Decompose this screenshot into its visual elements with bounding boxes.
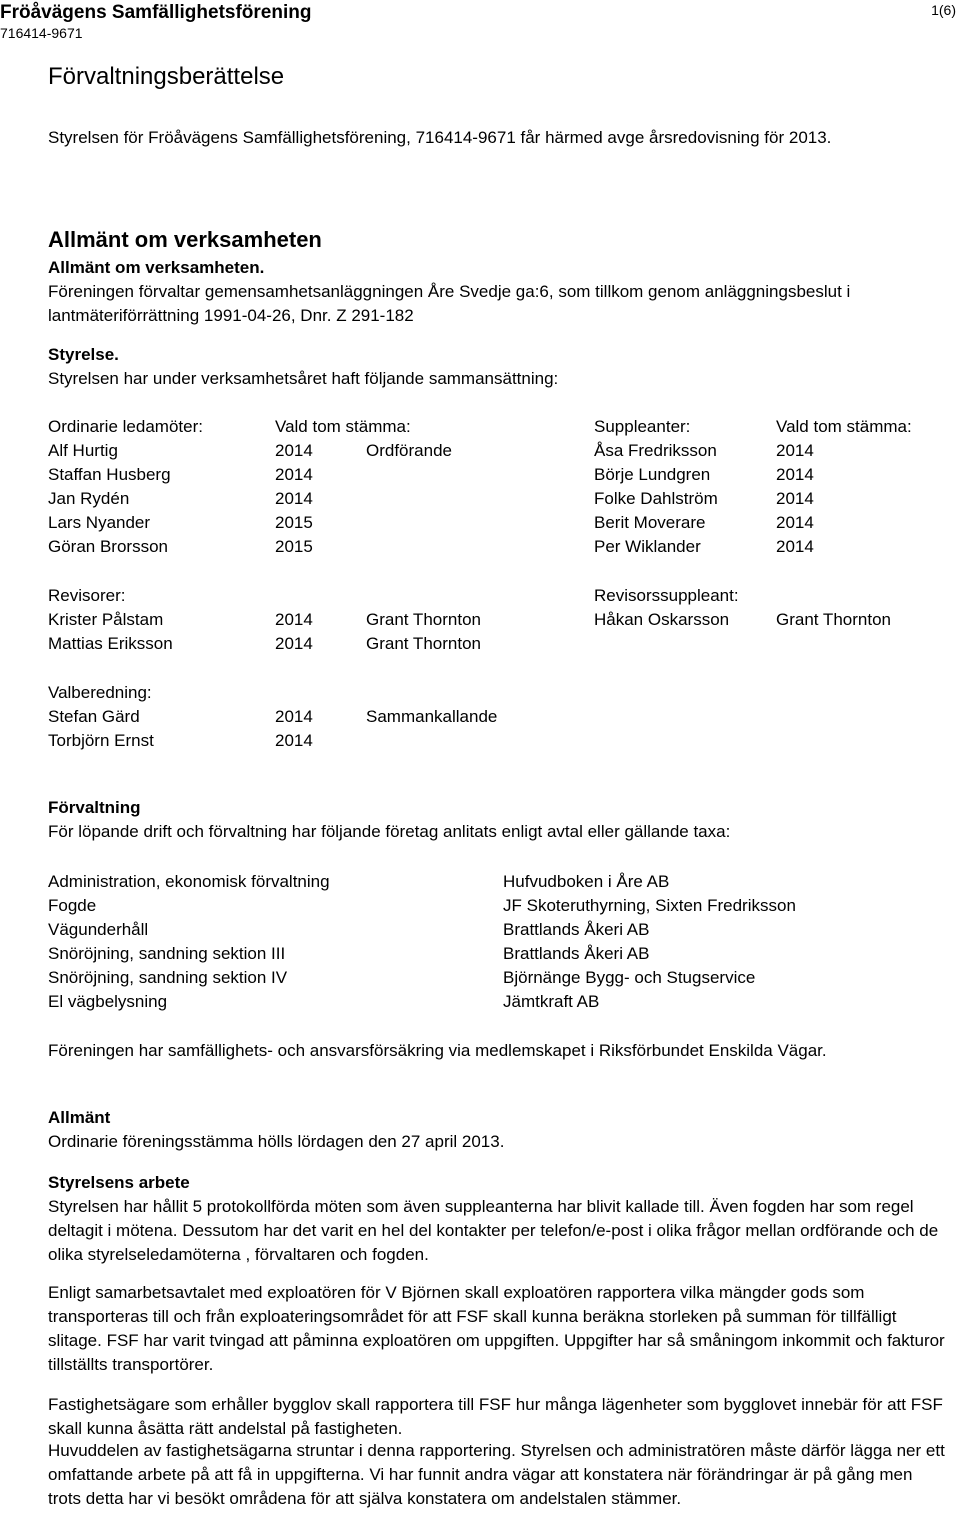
- table-header-cell: Vald tom stämma:: [275, 417, 411, 436]
- auditors-table: [48, 584, 948, 656]
- table-cell: 2014: [275, 489, 313, 508]
- table-cell: Staffan Husberg: [48, 465, 171, 484]
- table-cell: Grant Thornton: [776, 610, 891, 629]
- service-provider: Hufvudboken i Åre AB: [503, 872, 670, 891]
- table-row: [48, 870, 948, 894]
- section-board-work: [48, 1171, 948, 1267]
- table-cell: Börje Lundgren: [594, 465, 711, 484]
- board-work-paragraph: Styrelsen har hållit 5 protokollförda möten som även suppleanterna har blivit kallade till. Även fogden har som regel deltagit i mötena. Dessutom har det varit en hel del kontakter per telefon/e-post i olika frågor mellan ordförande och de olika styrelseledamöterna , förvaltaren och fogden.: [48, 1197, 939, 1264]
- table-row: [48, 942, 948, 966]
- service-provider: Jämtkraft AB: [503, 992, 600, 1011]
- board-text: Styrelsen har under verksamhetsåret haft följande sammansättning:: [48, 369, 559, 388]
- board-work-paragraph: Huvuddelen av fastighetsägarna struntar i denna rapportering. Styrelsen och administratören måste därför lägga ner ett omfattande arbete på att få in uppgifterna. Vi har funnit andra vägar att konstatera när förändringar är på gång men trots detta har vi besökt områdena för att själva konstatera om andelstalen stämmer.: [48, 1441, 945, 1508]
- table-row: [48, 894, 948, 918]
- services-table: [48, 870, 948, 1014]
- table-cell: 2014: [776, 441, 814, 460]
- section-management: [48, 796, 948, 844]
- table-row: [48, 990, 948, 1014]
- table-row: [48, 632, 948, 656]
- service-name: Administration, ekonomisk förvaltning: [48, 872, 330, 891]
- table-header-cell: Vald tom stämma:: [776, 417, 912, 436]
- table-cell: Folke Dahlström: [594, 489, 718, 508]
- header-org-name: Fröåvägens Samfällighetsförening: [0, 2, 312, 23]
- board-work-paragraph: Fastighetsägare som erhåller bygglov skall rapportera till FSF hur många lägenheter som bygglovet innebär för att FSF skall kunna åsätta rätt andelstal på fastigheten.: [48, 1395, 943, 1438]
- board-work-heading: Styrelsens arbete: [48, 1173, 190, 1192]
- table-cell: Mattias Eriksson: [48, 634, 173, 653]
- table-row: [48, 535, 948, 559]
- nomination-table: [48, 681, 948, 753]
- table-cell: 2014: [776, 513, 814, 532]
- table-row: [48, 966, 948, 990]
- table-row: [48, 487, 948, 511]
- intro-paragraph: Styrelsen för Fröåvägens Samfällighetsförening, 716414-9671 får härmed avge årsredovisning för 2013.: [48, 128, 832, 147]
- service-provider: Brattlands Åkeri AB: [503, 944, 650, 963]
- table-row: [48, 511, 948, 535]
- table-cell: Berit Moverare: [594, 513, 706, 532]
- table-header-cell: Suppleanter:: [594, 417, 691, 436]
- section-general: [48, 256, 938, 328]
- service-provider: JF Skoteruthyrning, Sixten Fredriksson: [503, 896, 796, 915]
- table-row: [48, 729, 948, 753]
- table-row: [48, 918, 948, 942]
- table-row: [48, 608, 948, 632]
- table-cell: 2015: [275, 513, 313, 532]
- table-cell: Åsa Fredriksson: [594, 441, 717, 460]
- service-name: Vägunderhåll: [48, 920, 149, 939]
- table-cell: Lars Nyander: [48, 513, 151, 532]
- table-cell: 2014: [275, 707, 313, 726]
- table-row: [48, 463, 948, 487]
- management-heading: Förvaltning: [48, 798, 141, 817]
- auditors-table-header: [48, 584, 948, 608]
- table-cell: Stefan Gärd: [48, 707, 140, 726]
- board-work-paragraph: Enligt samarbetsavtalet med exploatören för V Björnen skall exploatören rapportera vilka mängder gods som transporteras till och från exploateringsområdet för att FSF skall kunna beräkna storleken på summan för tillfälligt slitage. FSF har varit tvingad att påminna exploatören om uppgiften. Uppgifter har så småningom inkommit och fakturor tillställts transportörer.: [48, 1283, 945, 1374]
- table-cell: Grant Thornton: [366, 634, 481, 653]
- table-cell: Torbjörn Ernst: [48, 731, 154, 750]
- service-name: El vägbelysning: [48, 992, 168, 1011]
- table-cell: Håkan Oskarsson: [594, 610, 730, 629]
- general-text: Föreningen förvaltar gemensamhetsanläggningen Åre Svedje ga:6, som tillkom genom anläggningsbeslut i lantmäteriförrättning 1991-04-26, Dnr. Z 291-182: [48, 282, 851, 325]
- table-cell: Göran Brorsson: [48, 537, 168, 556]
- service-name: Fogde: [48, 896, 97, 915]
- table-cell: 2015: [275, 537, 313, 556]
- insurance-paragraph: Föreningen har samfällighets- och ansvarsförsäkring via medlemskapet i Riksförbundet Enskilda Vägar.: [48, 1041, 827, 1060]
- table-header-cell: Revisorer:: [48, 586, 126, 605]
- table-cell: Krister Pålstam: [48, 610, 164, 629]
- page-number: 1(6): [931, 2, 956, 18]
- table-header-cell: Ordinarie ledamöter:: [48, 417, 203, 436]
- table-cell: 2014: [275, 465, 313, 484]
- table-cell: Sammankallande: [366, 707, 498, 726]
- table-row: [48, 439, 948, 463]
- service-provider: Brattlands Åkeri AB: [503, 920, 650, 939]
- table-cell: Ordförande: [366, 441, 452, 460]
- section-heading-general: Allmänt om verksamheten: [48, 227, 322, 252]
- section-board: [48, 343, 938, 391]
- table-cell: 2014: [776, 537, 814, 556]
- nomination-heading: Valberedning:: [48, 683, 152, 702]
- nomination-heading-row: [48, 681, 948, 705]
- service-name: Snöröjning, sandning sektion III: [48, 944, 286, 963]
- table-cell: Jan Rydén: [48, 489, 130, 508]
- section-meeting: [48, 1106, 948, 1154]
- table-cell: Grant Thornton: [366, 610, 481, 629]
- general-subheading: Allmänt om verksamheten.: [48, 258, 265, 277]
- page-title: Förvaltningsberättelse: [48, 63, 285, 90]
- service-name: Snöröjning, sandning sektion IV: [48, 968, 288, 987]
- table-cell: 2014: [275, 634, 313, 653]
- service-provider: Björnänge Bygg- och Stugservice: [503, 968, 756, 987]
- meeting-text: Ordinarie föreningsstämma hölls lördagen den 27 april 2013.: [48, 1132, 505, 1151]
- management-text: För löpande drift och förvaltning har följande företag anlitats enligt avtal eller gällande taxa:: [48, 822, 731, 841]
- meeting-heading: Allmänt: [48, 1108, 111, 1127]
- table-cell: 2014: [275, 610, 313, 629]
- board-table: [48, 415, 948, 559]
- table-header-cell: Revisorssuppleant:: [594, 586, 739, 605]
- table-cell: 2014: [776, 465, 814, 484]
- table-cell: Per Wiklander: [594, 537, 701, 556]
- table-cell: 2014: [776, 489, 814, 508]
- table-cell: Alf Hurtig: [48, 441, 118, 460]
- table-cell: 2014: [275, 441, 313, 460]
- header-org-number: 716414-9671: [0, 25, 83, 41]
- table-cell: 2014: [275, 731, 313, 750]
- table-row: [48, 705, 948, 729]
- board-heading: Styrelse.: [48, 345, 119, 364]
- board-table-header: [48, 415, 948, 439]
